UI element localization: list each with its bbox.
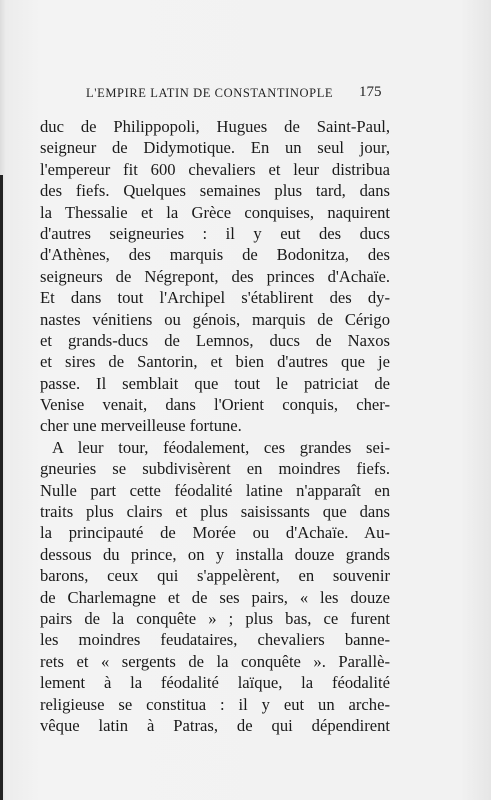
text-line: la Thessalie et la Grèce conquises, naquirent xyxy=(40,202,390,222)
text-line: dessous du prince, on y installa douze grands xyxy=(40,544,390,564)
text-line: lement à la féodalité laïque, la féodalité xyxy=(40,673,390,693)
text-line: duc de Philippopoli, Hugues de Saint-Paul, xyxy=(40,117,390,136)
running-header: L'EMPIRE LATIN DE CONSTANTINOPLE xyxy=(86,86,334,100)
text-line: de Charlemagne et de ses pairs, « les douze xyxy=(40,587,390,607)
text-line: Et dans tout l'Archipel s'établirent des dy- xyxy=(40,288,390,308)
text-line: barons, ceux qui s'appelèrent, en souvenir xyxy=(40,566,390,586)
text-line: Nulle part cette féodalité latine n'apparaît en xyxy=(40,480,390,500)
text-line: pairs de la conquête » ; plus bas, ce furent xyxy=(40,608,390,628)
text-line: et sires de Santorin, et bien d'autres que je xyxy=(40,352,390,372)
text-line: seigneurs de Négrepont, des princes d'Achaïe. xyxy=(40,266,390,286)
text-line: l'empereur fit 600 chevaliers et leur distribua xyxy=(40,159,390,179)
text-line: traits plus clairs et plus saisissants que dans xyxy=(40,502,390,522)
text-line: cher une merveilleuse fortune. xyxy=(40,416,242,436)
page-edge-shadow xyxy=(0,175,3,800)
text-line: rets et « sergents de la conquête ». Parallè- xyxy=(40,651,390,671)
text-line: passe. Il semblait que tout le patriciat de xyxy=(40,373,390,393)
page-number: 175 xyxy=(359,84,382,100)
text-line: la principauté de Morée ou d'Achaïe. Au- xyxy=(40,523,390,543)
text-line: les moindres feudataires, chevaliers banne- xyxy=(40,630,390,650)
text-line: d'autres seigneuries : il y eut des ducs xyxy=(40,223,390,243)
text-line: des fiefs. Quelques semaines plus tard, dans xyxy=(40,181,390,201)
text-line: seigneur de Didymotique. En un seul jour, xyxy=(40,138,390,158)
text-line: religieuse se constitua : il y eut un arche- xyxy=(40,694,390,714)
text-line: d'Athènes, des marquis de Bodonitza, des xyxy=(40,245,390,265)
body-text xyxy=(40,116,390,736)
text-line: vêque latin à Patras, de qui dépendirent xyxy=(40,715,390,735)
text-line: A leur tour, féodalement, ces grandes sei- xyxy=(52,437,390,457)
text-line: et grands-ducs de Lemnos, ducs de Naxos xyxy=(40,330,390,350)
text-line: nastes vénitiens ou génois, marquis de Cérigo xyxy=(40,309,390,329)
text-line: Venise venait, dans l'Orient conquis, cher- xyxy=(40,395,390,415)
text-line: gneuries se subdivisèrent en moindres fiefs. xyxy=(40,459,390,479)
